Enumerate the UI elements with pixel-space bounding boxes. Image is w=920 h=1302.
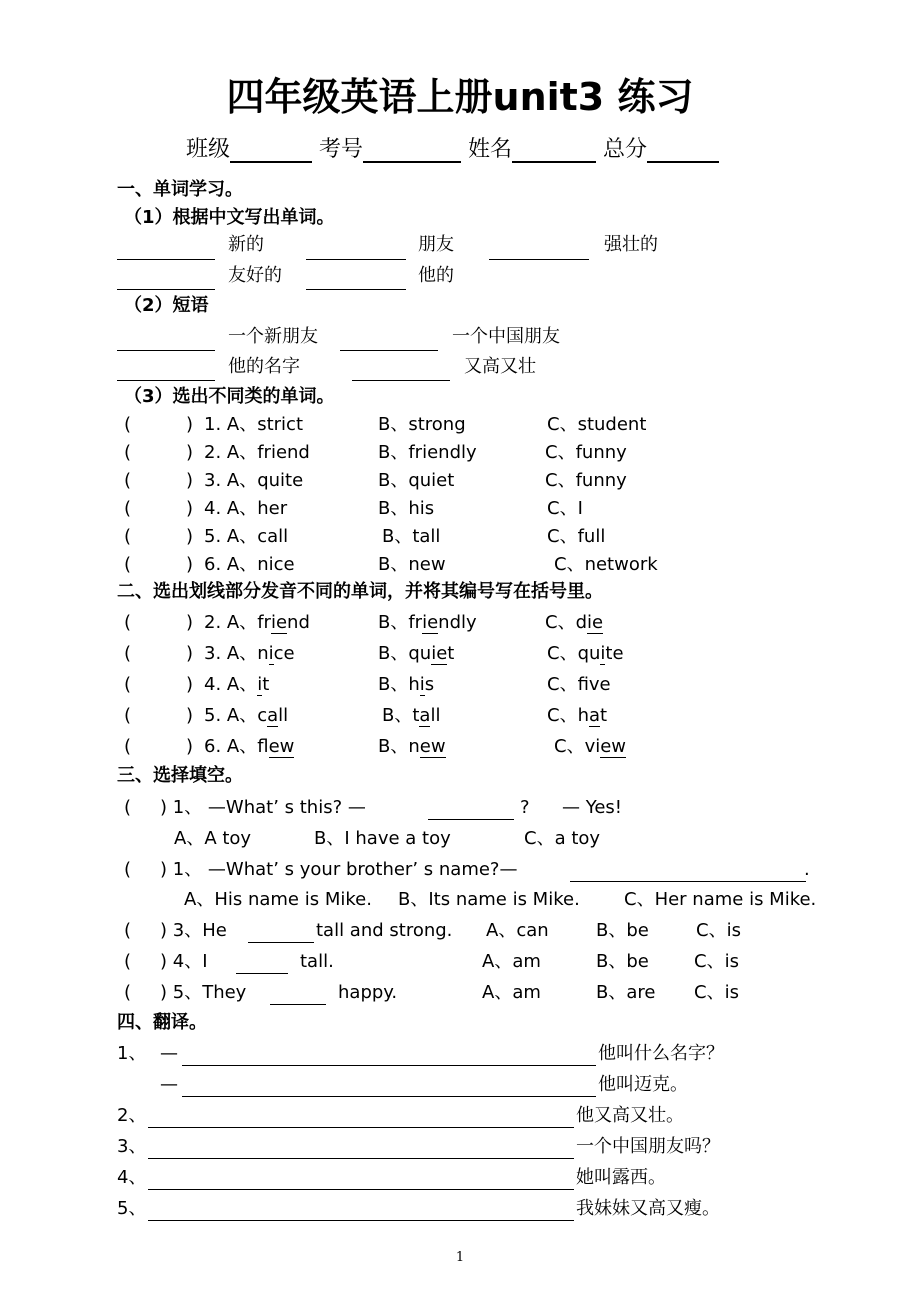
underlined-part: i — [257, 674, 263, 695]
option-c: C、I — [547, 498, 583, 519]
answer-line[interactable] — [270, 1004, 326, 1005]
page-title: 四年级英语上册unit3 练习 — [226, 75, 694, 119]
option-c: C、funny — [545, 470, 627, 491]
question-mark: ? — [520, 797, 530, 818]
question-3-rest: tall and strong. — [316, 920, 453, 941]
chinese-prompt: 他叫什么名字？ — [598, 1043, 724, 1064]
chinese-prompt: 他又高又壮。 — [576, 1105, 684, 1126]
option-c: C、Her name is Mike. — [624, 889, 817, 910]
class-field[interactable] — [230, 135, 312, 163]
class-label: 班级 — [186, 137, 231, 162]
option-b: B、his — [378, 498, 435, 519]
option-b: B、quiet — [378, 470, 455, 491]
answer-line[interactable] — [117, 289, 215, 290]
option-c: C、student — [547, 414, 647, 435]
option-b: B、new — [378, 554, 446, 575]
chinese-prompt: 一个中国朋友吗？ — [576, 1136, 720, 1157]
section-4-heading: 四、翻译。 — [117, 1012, 207, 1033]
section-3-heading: 三、选择填空。 — [117, 765, 243, 786]
option-a: 2. A、friend — [204, 442, 310, 463]
answer-paren-close[interactable]: ) — [186, 442, 194, 463]
answer-paren-open[interactable]: ( — [124, 414, 132, 435]
exam-no-field[interactable] — [363, 135, 461, 163]
underlined-part: ew — [419, 736, 446, 757]
answer-paren-open[interactable]: ( — [124, 674, 132, 695]
phrase-prompt: 他的名字 — [228, 356, 300, 377]
option-b: B、new — [378, 736, 446, 757]
answer-line[interactable] — [117, 380, 215, 381]
chinese-prompt: 他叫迈克。 — [598, 1074, 688, 1095]
answer-paren-open[interactable]: ( — [124, 442, 132, 463]
item-number: 2、 — [117, 1105, 147, 1126]
answer-line[interactable] — [489, 259, 589, 260]
underlined-part: ie — [270, 612, 288, 633]
answer-line[interactable] — [148, 1220, 574, 1221]
answer-paren-close[interactable]: ) — [186, 612, 194, 633]
underlined-part: i — [419, 674, 425, 695]
option-b: B、tall — [382, 705, 441, 726]
answer-line[interactable] — [428, 819, 514, 820]
answer-paren-close[interactable]: ) — [186, 554, 194, 575]
option-c: C、fve — [547, 674, 611, 695]
answer-paren-open[interactable]: ( — [124, 612, 132, 633]
phrase-prompt: 又高又壮 — [464, 356, 536, 377]
option-c: C、die — [545, 612, 604, 633]
section-1-heading: 一、单词学习。 — [117, 179, 243, 200]
question-4-text: ) 4、I — [160, 951, 208, 972]
option-c: C、is — [694, 951, 739, 972]
option-c: C、quite — [547, 643, 624, 664]
answer-line[interactable] — [117, 259, 215, 260]
item-number: 5、 — [117, 1198, 147, 1219]
answer-paren-close[interactable]: ) — [186, 736, 194, 757]
answer-paren-open[interactable]: ( — [124, 982, 132, 1003]
answer-paren-open[interactable]: ( — [124, 554, 132, 575]
answer-paren-open[interactable]: ( — [124, 736, 132, 757]
option-c: C、view — [554, 736, 627, 757]
answer-paren-open[interactable]: ( — [124, 470, 132, 491]
word-prompt: 他的 — [418, 265, 454, 286]
score-field[interactable] — [647, 135, 719, 163]
answer-paren-close[interactable]: ) — [186, 470, 194, 491]
option-b: B、friendly — [378, 442, 477, 463]
option-b: B、quiet — [378, 643, 455, 664]
phrase-prompt: 一个中国朋友 — [452, 326, 560, 347]
answer-line[interactable] — [182, 1096, 596, 1097]
item-number: 3、 — [117, 1136, 147, 1157]
answer-paren-close[interactable]: ) — [186, 674, 194, 695]
option-b: B、be — [596, 951, 649, 972]
option-c: C、full — [547, 526, 606, 547]
question-3-text: ) 3、He — [160, 920, 227, 941]
section-2-heading: 二、选出划线部分发音不同的单词，并将其编号写在括号里。 — [117, 581, 603, 602]
option-a: A、can — [486, 920, 549, 941]
answer-paren-open[interactable]: ( — [124, 951, 132, 972]
answer-paren-close[interactable]: ) — [186, 643, 194, 664]
dash: — — [160, 1074, 178, 1095]
option-a: 5. A、call — [204, 526, 289, 547]
word-prompt: 强壮的 — [604, 234, 658, 255]
option-b: B、his — [378, 674, 435, 695]
option-b: B、are — [596, 982, 656, 1003]
question-5-text: ) 5、They — [160, 982, 247, 1003]
question-1-answer: — Yes! — [562, 797, 622, 818]
section-1-sub1: （1）根据中文写出单词。 — [124, 207, 335, 228]
answer-line[interactable] — [148, 1158, 574, 1159]
word-prompt: 友好的 — [228, 265, 282, 286]
answer-paren-close[interactable]: ) — [186, 526, 194, 547]
answer-line[interactable] — [340, 350, 438, 351]
answer-line[interactable] — [148, 1127, 574, 1128]
option-a: 6. A、nice — [204, 554, 295, 575]
student-info-header — [186, 132, 719, 163]
option-c: C、is — [696, 920, 741, 941]
option-c: C、a toy — [524, 828, 601, 849]
option-a: A、A toy — [174, 828, 252, 849]
name-field[interactable] — [512, 135, 596, 163]
underlined-part: ie — [431, 643, 448, 664]
option-a: 3. A、quite — [204, 470, 304, 491]
option-a: 4. A、her — [204, 498, 288, 519]
option-a: 3. A、nice — [204, 643, 295, 664]
answer-paren-open[interactable]: ( — [124, 859, 132, 880]
option-c: C、funny — [545, 442, 627, 463]
underlined-part: a — [267, 705, 279, 726]
underlined-part: ie — [422, 612, 439, 633]
underlined-part: ew — [600, 736, 627, 757]
underlined-part: i — [268, 643, 274, 664]
answer-paren-open[interactable]: ( — [124, 705, 132, 726]
option-b: B、Its name is Mike. — [398, 889, 580, 910]
answer-paren-open[interactable]: ( — [124, 920, 132, 941]
answer-paren-open[interactable]: ( — [124, 797, 132, 818]
option-b: B、strong — [378, 414, 466, 435]
underlined-part: ew — [268, 736, 295, 757]
page-number: 1 — [455, 1250, 465, 1265]
word-prompt: 朋友 — [418, 234, 454, 255]
answer-paren-close[interactable]: ) — [186, 498, 194, 519]
option-b: B、friendly — [378, 612, 477, 633]
name-label: 姓名 — [468, 137, 513, 162]
option-a: 1. A、strict — [204, 414, 303, 435]
option-a: 4. A、it — [204, 674, 270, 695]
word-prompt: 新的 — [228, 234, 264, 255]
section-1-sub2: （2）短语 — [124, 295, 209, 316]
answer-line[interactable] — [306, 289, 406, 290]
underlined-part: a — [419, 705, 431, 726]
option-c: C、is — [694, 982, 739, 1003]
answer-line[interactable] — [570, 881, 806, 882]
phrase-prompt: 一个新朋友 — [228, 326, 318, 347]
answer-paren-close[interactable]: ) — [186, 414, 194, 435]
item-number: 1、 — [117, 1043, 147, 1064]
option-b: B、I have a toy — [314, 828, 451, 849]
underlined-part: i — [600, 643, 606, 664]
period: . — [804, 859, 810, 880]
option-a: A、am — [482, 982, 541, 1003]
underlined-part: a — [588, 705, 601, 726]
answer-line[interactable] — [248, 942, 314, 943]
option-b: B、tall — [382, 526, 441, 547]
section-1-sub3: （3）选出不同类的单词。 — [124, 386, 335, 407]
answer-line[interactable] — [352, 380, 450, 381]
question-5-rest: happy. — [338, 982, 398, 1003]
question-4-rest: tall. — [300, 951, 334, 972]
question-2-text: ) 1、 —What’ s your brother’ s name?— — [160, 859, 518, 880]
answer-paren-open[interactable]: ( — [124, 526, 132, 547]
exam-no-label: 考号 — [319, 137, 364, 162]
dash: — — [160, 1043, 178, 1064]
option-a: A、am — [482, 951, 541, 972]
option-b: B、be — [596, 920, 649, 941]
option-a: 2. A、friend — [204, 612, 310, 633]
answer-line[interactable] — [306, 259, 406, 260]
option-a: 5. A、call — [204, 705, 289, 726]
answer-line[interactable] — [148, 1189, 574, 1190]
answer-line[interactable] — [182, 1065, 596, 1066]
answer-line[interactable] — [117, 350, 215, 351]
option-a: A、His name is Mike. — [184, 889, 372, 910]
answer-paren-open[interactable]: ( — [124, 498, 132, 519]
chinese-prompt: 她叫露西。 — [576, 1167, 666, 1188]
option-c: C、hat — [547, 705, 608, 726]
score-label: 总分 — [603, 137, 648, 162]
option-c: C、network — [554, 554, 658, 575]
question-1-text: ) 1、 —What’ s this? — — [160, 797, 366, 818]
chinese-prompt: 我妹妹又高又瘦。 — [576, 1198, 720, 1219]
option-a: 6. A、flew — [204, 736, 295, 757]
answer-line[interactable] — [236, 973, 288, 974]
answer-paren-open[interactable]: ( — [124, 643, 132, 664]
answer-paren-close[interactable]: ) — [186, 705, 194, 726]
underlined-part: ie — [587, 612, 604, 633]
item-number: 4、 — [117, 1167, 147, 1188]
